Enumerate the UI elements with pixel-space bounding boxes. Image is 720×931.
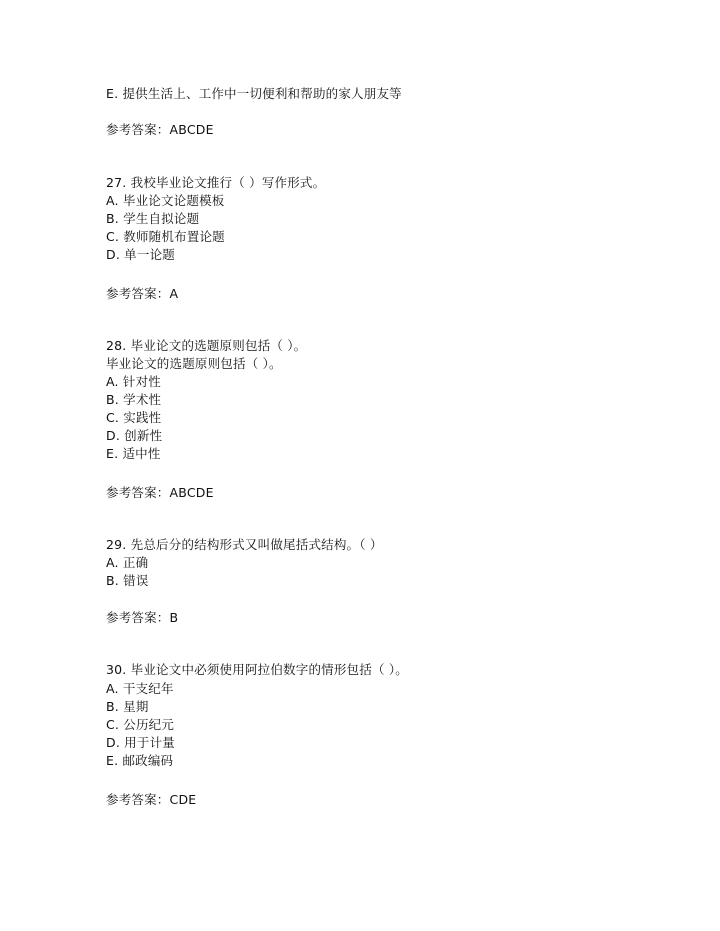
q27-option-a: A. 毕业论文论题模板: [106, 193, 225, 208]
q27-question: 27. 我校毕业论文推行（ ）写作形式。: [106, 175, 326, 190]
q26-answer: [106, 122, 214, 138]
q29-option-a: A. 正确: [106, 555, 149, 570]
q30-option-e: E. 邮政编码: [106, 753, 174, 768]
answer-label: 参考答案：: [106, 286, 170, 301]
q30-option-c: C. 公历纪元: [106, 717, 175, 732]
q28-option-c: C. 实践性: [106, 410, 162, 425]
q26-option-e: E. 提供生活上、工作中一切便利和帮助的家人朋友等: [106, 86, 402, 101]
q29-question: 29. 先总后分的结构形式又叫做尾括式结构。（ ）: [106, 537, 383, 552]
answer-label: 参考答案：: [106, 485, 170, 500]
q28-answer: [106, 485, 214, 501]
q27-option-b: B. 学生自拟论题: [106, 211, 200, 226]
q28-option-e: E. 适中性: [106, 446, 161, 461]
answer-label: 参考答案：: [106, 122, 170, 137]
answer-value: B: [169, 610, 179, 625]
q28-question: 28. 毕业论文的选题原则包括（ ）。: [106, 338, 307, 353]
q27-answer: [106, 286, 178, 302]
answer-label: 参考答案：: [106, 610, 170, 625]
q28-question-repeat: 毕业论文的选题原则包括（ ）。: [106, 356, 282, 371]
q29-option-b: B. 错误: [106, 573, 149, 588]
q30-option-a: A. 干支纪年: [106, 681, 174, 696]
q30-option-b: B. 星期: [106, 699, 149, 714]
q30-answer: [106, 792, 196, 808]
answer-value: A: [169, 286, 179, 301]
q27-option-d: D. 单一论题: [106, 247, 175, 262]
q29-answer: [106, 610, 178, 626]
q28-option-a: A. 针对性: [106, 374, 161, 389]
answer-value: ABCDE: [169, 485, 214, 500]
answer-value: CDE: [169, 792, 197, 807]
q27-option-c: C. 教师随机布置论题: [106, 229, 225, 244]
q28-option-d: D. 创新性: [106, 428, 163, 443]
q30-question: 30. 毕业论文中必须使用阿拉伯数字的情形包括（ ）。: [106, 662, 408, 677]
q28-option-b: B. 学术性: [106, 392, 162, 407]
answer-value: ABCDE: [169, 122, 214, 137]
answer-label: 参考答案：: [106, 792, 170, 807]
q30-option-d: D. 用于计量: [106, 735, 175, 750]
